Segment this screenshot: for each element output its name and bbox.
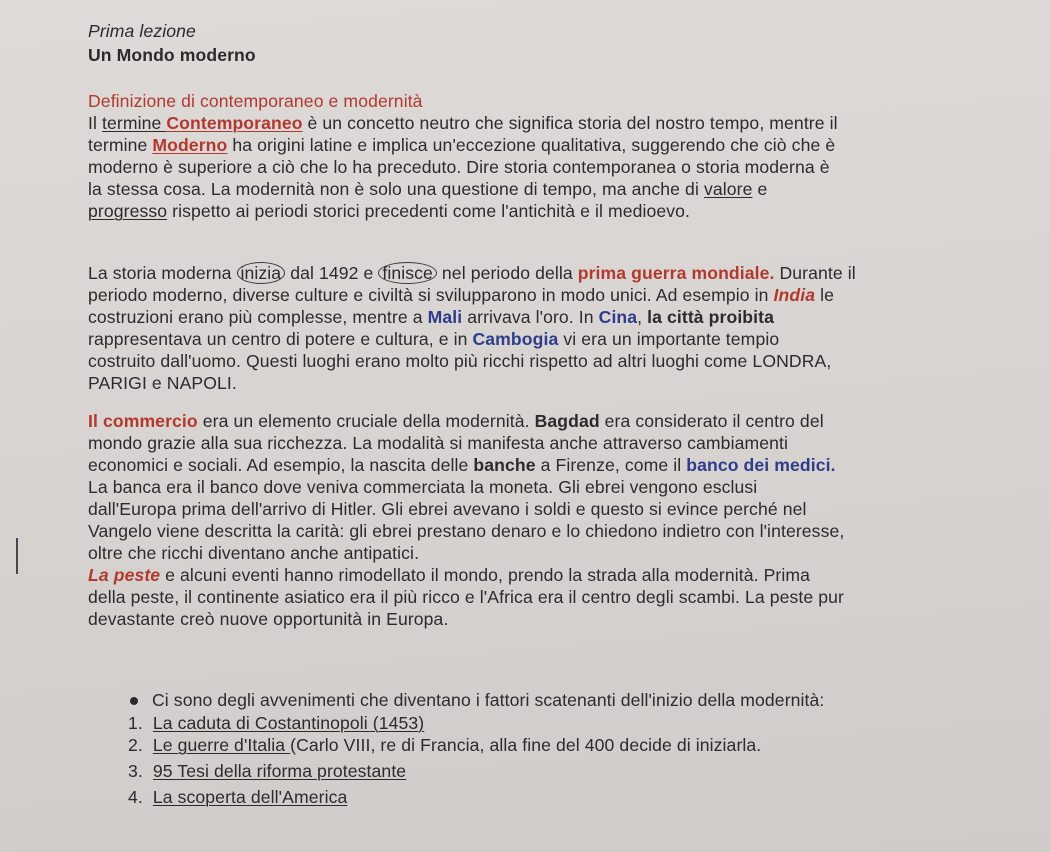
paragraph-line: La storia moderna inizia dal 1492 e finisce nel periodo della prima guerra mondiale. Durante il — [88, 263, 856, 283]
list-item: 3. 95 Tesi della riforma protestante — [128, 761, 407, 781]
paragraph-line: oltre che ricchi diventano anche antipatici. — [88, 543, 420, 563]
paragraph-line: la stessa cosa. La modernità non è solo una questione di tempo, ma anche di valore e — [88, 179, 768, 199]
paragraph-line: costruzioni erano più complesse, mentre a Mali arrivava l'oro. In Cina, la città proibita — [88, 307, 774, 327]
paragraph-line: mondo grazie alla sua ricchezza. La modalità si manifesta anche attraverso cambiamenti — [88, 433, 788, 453]
list-item: 4. La scoperta dell'America — [128, 787, 348, 807]
lesson-label: Prima lezione — [88, 21, 196, 41]
list-item: 1. La caduta di Costantinopoli (1453) — [128, 713, 425, 733]
paragraph-line: economici e sociali. Ad esempio, la nascita delle banche a Firenze, come il banco dei medici. — [88, 455, 836, 475]
paragraph-line: costruito dall'uomo. Questi luoghi erano molto più ricchi rispetto ad altri luoghi come LONDRA, — [88, 351, 832, 371]
bullet-item: Ci sono degli avvenimenti che diventano i fattori scatenanti dell'inizio della modernità: — [152, 690, 825, 710]
paragraph-line: Il commercio era un elemento cruciale della modernità. Bagdad era considerato il centro del — [88, 411, 824, 431]
page-title: Un Mondo moderno — [88, 45, 256, 65]
list-item: 2. Le guerre d'Italia (Carlo VIII, re di Francia, alla fine del 400 decide di iniziarla. — [128, 735, 762, 755]
paragraph-line: termine Moderno ha origini latine e implica un'eccezione qualitativa, suggerendo che ciò che è — [88, 135, 836, 155]
paragraph-line: moderno è superiore a ciò che lo ha preceduto. Dire storia contemporanea o storia moderna è — [88, 157, 830, 177]
paragraph-line: rappresentava un centro di potere e cultura, e in Cambogia vi era un importante tempio — [88, 329, 780, 349]
paragraph-line: La banca era il banco dove veniva commerciata la moneta. Gli ebrei vengono esclusi — [88, 477, 758, 497]
paragraph-line: Vangelo viene descritta la carità: gli ebrei prestano denaro e lo chiedono indietro con l'interesse, — [88, 521, 845, 541]
bullet-dot-icon — [130, 697, 138, 705]
paragraph-line: periodo moderno, diverse culture e civiltà si svilupparono in modo unici. Ad esempio in India le — [88, 285, 834, 305]
margin-mark — [16, 538, 18, 574]
paragraph-line: devastante creò nuove opportunità in Europa. — [88, 609, 449, 629]
paragraph-line: Il termine Contemporaneo è un concetto neutro che significa storia del nostro tempo, mentre il — [88, 113, 838, 133]
paragraph-line: PARIGI e NAPOLI. — [88, 373, 237, 393]
paragraph-line: La peste e alcuni eventi hanno rimodellato il mondo, prendo la strada alla modernità. Prima — [88, 565, 811, 585]
paragraph-line: della peste, il continente asiatico era il più ricco e l'Africa era il centro degli scambi. La peste pur — [88, 587, 845, 607]
section-heading: Definizione di contemporaneo e modernità — [88, 91, 423, 111]
paragraph-line: progresso rispetto ai periodi storici precedenti come l'antichità e il medioevo. — [88, 201, 691, 221]
paragraph-line: dall'Europa prima dell'arrivo di Hitler. Gli ebrei avevano i soldi e questo si evince perché nel — [88, 499, 807, 519]
